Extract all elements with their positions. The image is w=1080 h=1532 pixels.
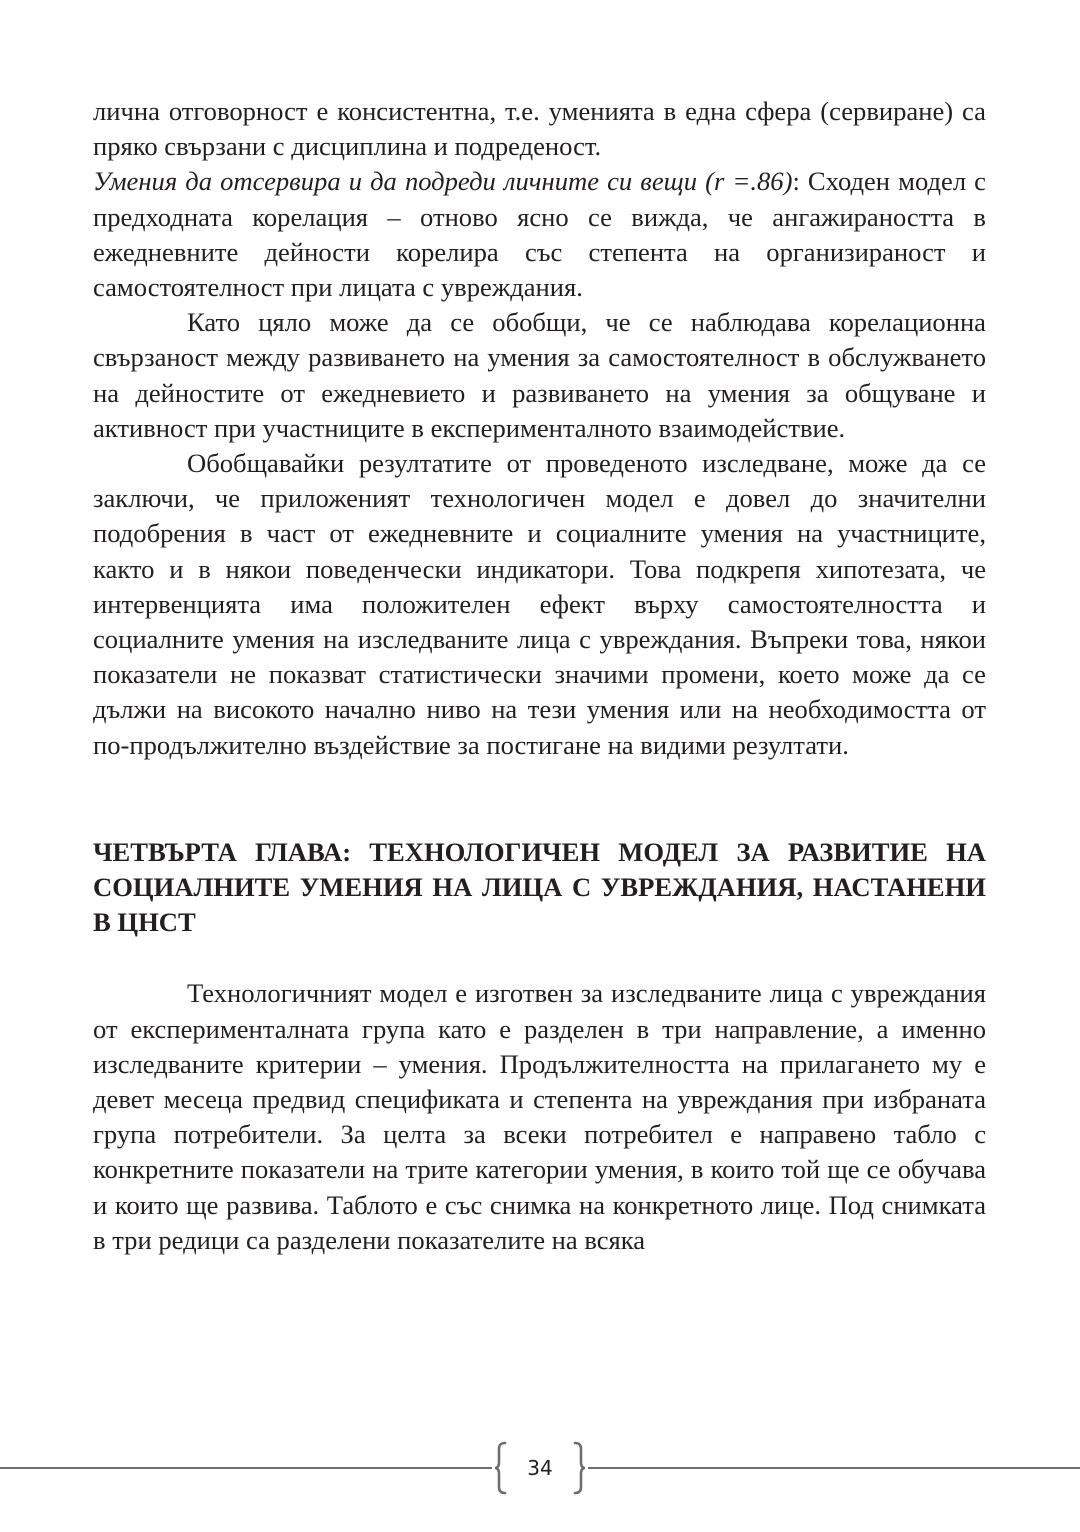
page-body (93, 94, 986, 1258)
chapter-heading: ЧЕТВЪРТА ГЛАВА: ТЕХНОЛОГИЧЕН МОДЕЛ ЗА РАЗВИТИЕ НА СОЦИАЛНИТЕ УМЕНИЯ НА ЛИЦА С УВРЕЖДАНИЯ, НАСТАНЕНИ В ЦНСТ (93, 836, 986, 938)
paragraph-2-text: : Сходен модел с предходната корелация – отново ясно се вижда, че ангажираността в ежедневните дейности корелира със степента на организираност и самостоятелност при лицата с увреждания. (93, 166, 986, 303)
page-number-container (494, 1440, 586, 1496)
footer-rule-right (588, 1467, 1080, 1469)
paragraph-4: Обобщавайки резултатите от проведеното изследване, може да се заключи, че приложеният технологичен модел е довел до значителни подобрения в част от ежедневните и социалните умения на участниците, както и в някои поведенчески индикатори. Това подкрепя хипотезата, че интервенцията има положителен ефект върху самостоятелността и социалните умения на изследваните лица с увреждания. Въпреки това, някои показатели не показват статистически значими промени, което може да се дължи на високото начално ниво на тези умения или на необходимостта от по-продължително въздействие за постигане на видими резултати. (93, 448, 986, 760)
page-number: 34 (527, 1456, 553, 1480)
right-brace-icon (572, 1440, 586, 1496)
chapter-paragraph: Технологичният модел е изготвен за изследваните лица с увреждания от експерименталната група като е разделен в три направление, а именно изследваните критерии – умения. Продължителността на прилагането му е девет месеца предвид спецификата и степента на увреждания при избраната група потребители. За целта за всеки потребител е направено табло с конкретните показатели на трите категории умения, в които той ще се обучава и които ще развива. Таблото е със снимка на конкретното лице. Под снимката в три редици са разделени показателите на всяка (93, 978, 986, 1255)
footer-rule-left (0, 1467, 492, 1469)
paragraph-1: лична отговорност е консистентна, т.е. уменията в една сфера (сервиране) са пряко свързани с дисциплина и подреденост. (93, 96, 986, 162)
paragraph-3: Като цяло може да се обобщи, че се наблюдава корелационна свързаност между развиването на умения за самостоятелност в обслужването на дейностите от ежедневието и развиването на умения за общуване и активност при участниците в експерименталното взаимодействие. (93, 307, 986, 443)
paragraph-2-lead: Умения да отсервира и да подреди личните си вещи (r =.86) (93, 166, 793, 197)
paragraph-2 (93, 164, 986, 305)
